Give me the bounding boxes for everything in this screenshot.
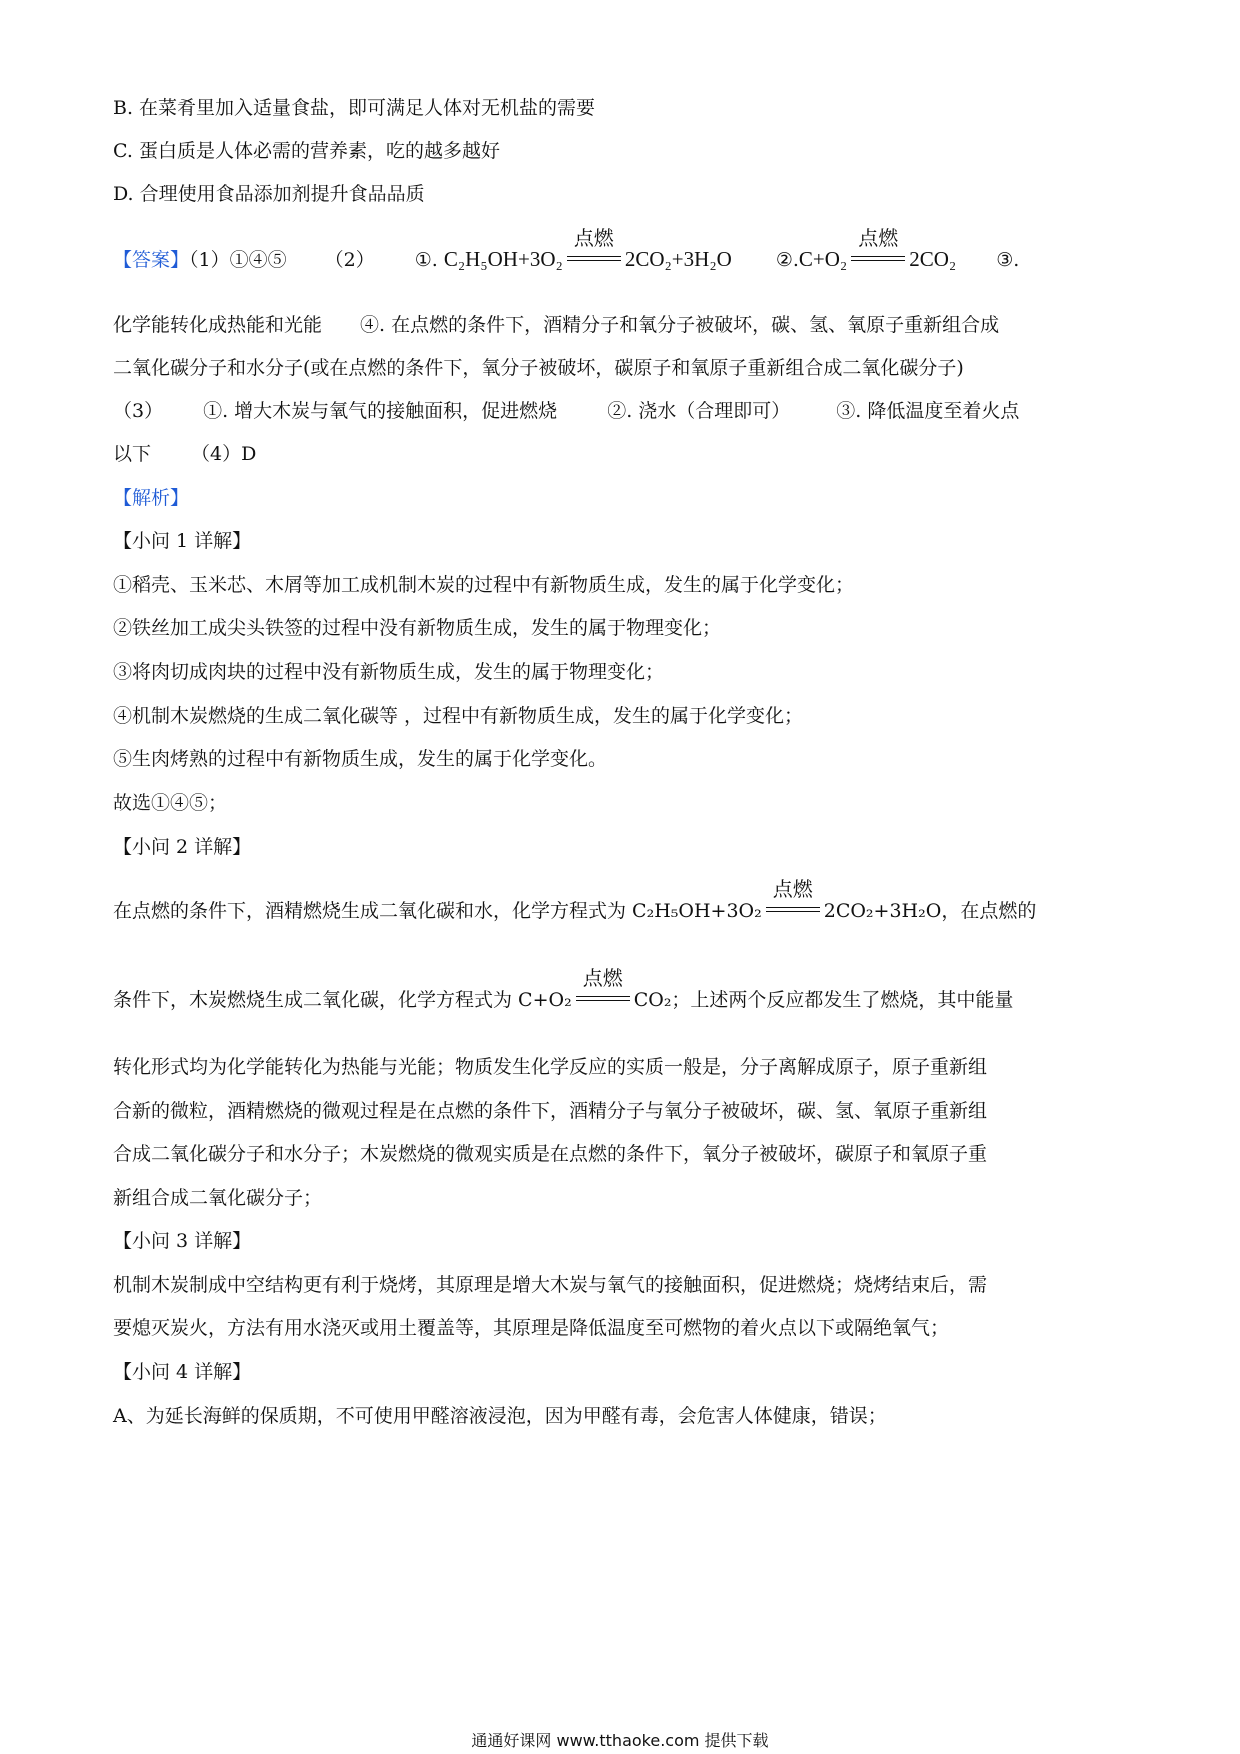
reaction-condition: 点燃 <box>772 877 813 901</box>
subquestion-2-equation-line-2 <box>113 966 1130 1013</box>
reaction-arrow <box>565 226 623 273</box>
subquestion-4-line: A、为延长海鲜的保质期，不可使用甲醛溶液浸泡，因为甲醛有毒，会危害人体健康，错误； <box>113 1405 887 1427</box>
answer-3-1: ①. 增大木炭与氧气的接触面积，促进燃烧 <box>203 400 558 422</box>
answer-part-4: （4）D <box>191 443 257 465</box>
equation-1-reactants: C₂H₅OH+3O₂ <box>443 247 563 271</box>
answer-line-4 <box>113 398 1130 424</box>
answer-item-4: ④. 在点燃的条件下，酒精分子和氧分子被破坏，碳、氢、氧原子重新组合成 <box>360 314 1000 336</box>
answer-3-3: ③. 降低温度至着火点 <box>836 400 1020 422</box>
answer-part-3-number: （3） <box>113 400 164 422</box>
answer-part-2-number: （2） <box>324 249 375 271</box>
equation-text-after: 2CO₂+3H₂O，在点燃的 <box>823 900 1037 922</box>
equation-text-before: 条件下，木炭燃烧生成二氧化碳，化学方程式为 C+O₂ <box>113 989 572 1011</box>
subquestion-4-heading: 【小问 4 详解】 <box>113 1361 252 1383</box>
answer-line-2 <box>113 312 1130 338</box>
analysis-label: 【解析】 <box>113 487 190 509</box>
subquestion-2-equation-line-1 <box>113 877 1130 924</box>
subquestion-1-line: ①稻壳、玉米芯、木屑等加工成机制木炭的过程中有新物质生成，发生的属于化学变化； <box>113 574 855 596</box>
option-d: D. 合理使用食品添加剂提升食品品质 <box>113 183 425 205</box>
equation-2-products: 2CO₂ <box>909 247 957 271</box>
answer-energy-text: 化学能转化成热能和光能 <box>113 314 323 336</box>
answer-label: 【答案】 <box>113 249 190 271</box>
answer-continuation: 以下 <box>113 443 152 465</box>
answer-line-3: 二氧化碳分子和水分子(或在点燃的条件下，氧分子被破坏，碳原子和氧原子重新组合成二氧化碳分子) <box>113 357 964 379</box>
answer-line-5 <box>113 441 1130 467</box>
subquestion-2-line: 新组合成二氧化碳分子； <box>113 1187 323 1209</box>
subquestion-3-heading: 【小问 3 详解】 <box>113 1230 252 1252</box>
subquestion-3-line: 机制木炭制成中空结构更有利于烧烤，其原理是增大木炭与氧气的接触面积，促进燃烧；烧烤结束后，需 <box>113 1274 988 1296</box>
subquestion-2-heading: 【小问 2 详解】 <box>113 836 252 858</box>
equation-text-after: CO₂；上述两个反应都发生了燃烧，其中能量 <box>633 989 1014 1011</box>
equation-2-number: ②. <box>775 249 799 271</box>
subquestion-1-line: ⑤生肉烤熟的过程中有新物质生成，发生的属于化学变化。 <box>113 748 608 770</box>
equation-2-reactants: C+O₂ <box>798 247 848 271</box>
reaction-condition: 点燃 <box>858 226 899 250</box>
option-b: B. 在菜肴里加入适量食盐，即可满足人体对无机盐的需要 <box>113 97 596 119</box>
double-line <box>567 256 621 261</box>
subquestion-1-line: ④机制木炭燃烧的生成二氧化碳等 ，过程中有新物质生成，发生的属于化学变化； <box>113 705 804 727</box>
subquestion-2-line: 转化形式均为化学能转化为热能与光能；物质发生化学反应的实质一般是，分子离解成原子，原子重新组 <box>113 1056 988 1078</box>
equation-1-products: 2CO₂+3H₂O <box>624 247 732 271</box>
subquestion-3-line: 要熄灭炭火，方法有用水浇灭或用土覆盖等，其原理是降低温度至可燃物的着火点以下或隔绝氧气； <box>113 1317 950 1339</box>
subquestion-1-line: ②铁丝加工成尖头铁签的过程中没有新物质生成，发生的属于物理变化； <box>113 617 722 639</box>
equation-text-before: 在点燃的条件下，酒精燃烧生成二氧化碳和水，化学方程式为 C₂H₅OH+3O₂ <box>113 900 762 922</box>
reaction-arrow <box>764 877 822 924</box>
answer-item-3-number: ③. <box>996 249 1020 271</box>
subquestion-2-line: 合新的微粒，酒精燃烧的微观过程是在点燃的条件下，酒精分子与氧分子被破坏，碳、氢、氧原子重新组 <box>113 1100 988 1122</box>
double-line <box>576 996 630 1001</box>
answer-line-1 <box>113 226 1130 273</box>
subquestion-1-line: 故选①④⑤； <box>113 792 228 814</box>
option-c: C. 蛋白质是人体必需的营养素，吃的越多越好 <box>113 140 500 162</box>
answer-3-2: ②. 浇水（合理即可） <box>607 400 791 422</box>
page-footer: 通通好课网 www.tthaoke.com 提供下载 <box>471 1731 769 1750</box>
double-line <box>851 256 905 261</box>
subquestion-1-heading: 【小问 1 详解】 <box>113 530 252 552</box>
subquestion-2-line: 合成二氧化碳分子和水分子；木炭燃烧的微观实质是在点燃的条件下，氧分子被破坏，碳原子和氧原子重 <box>113 1143 988 1165</box>
reaction-arrow <box>849 226 907 273</box>
equation-1-number: ①. <box>414 249 438 271</box>
reaction-condition: 点燃 <box>573 226 614 250</box>
subquestion-1-line: ③将肉切成肉块的过程中没有新物质生成，发生的属于物理变化； <box>113 661 665 683</box>
double-line <box>766 907 820 912</box>
reaction-condition: 点燃 <box>582 966 623 990</box>
reaction-arrow <box>574 966 632 1013</box>
answer-part-1: （1）①④⑤ <box>189 249 287 271</box>
